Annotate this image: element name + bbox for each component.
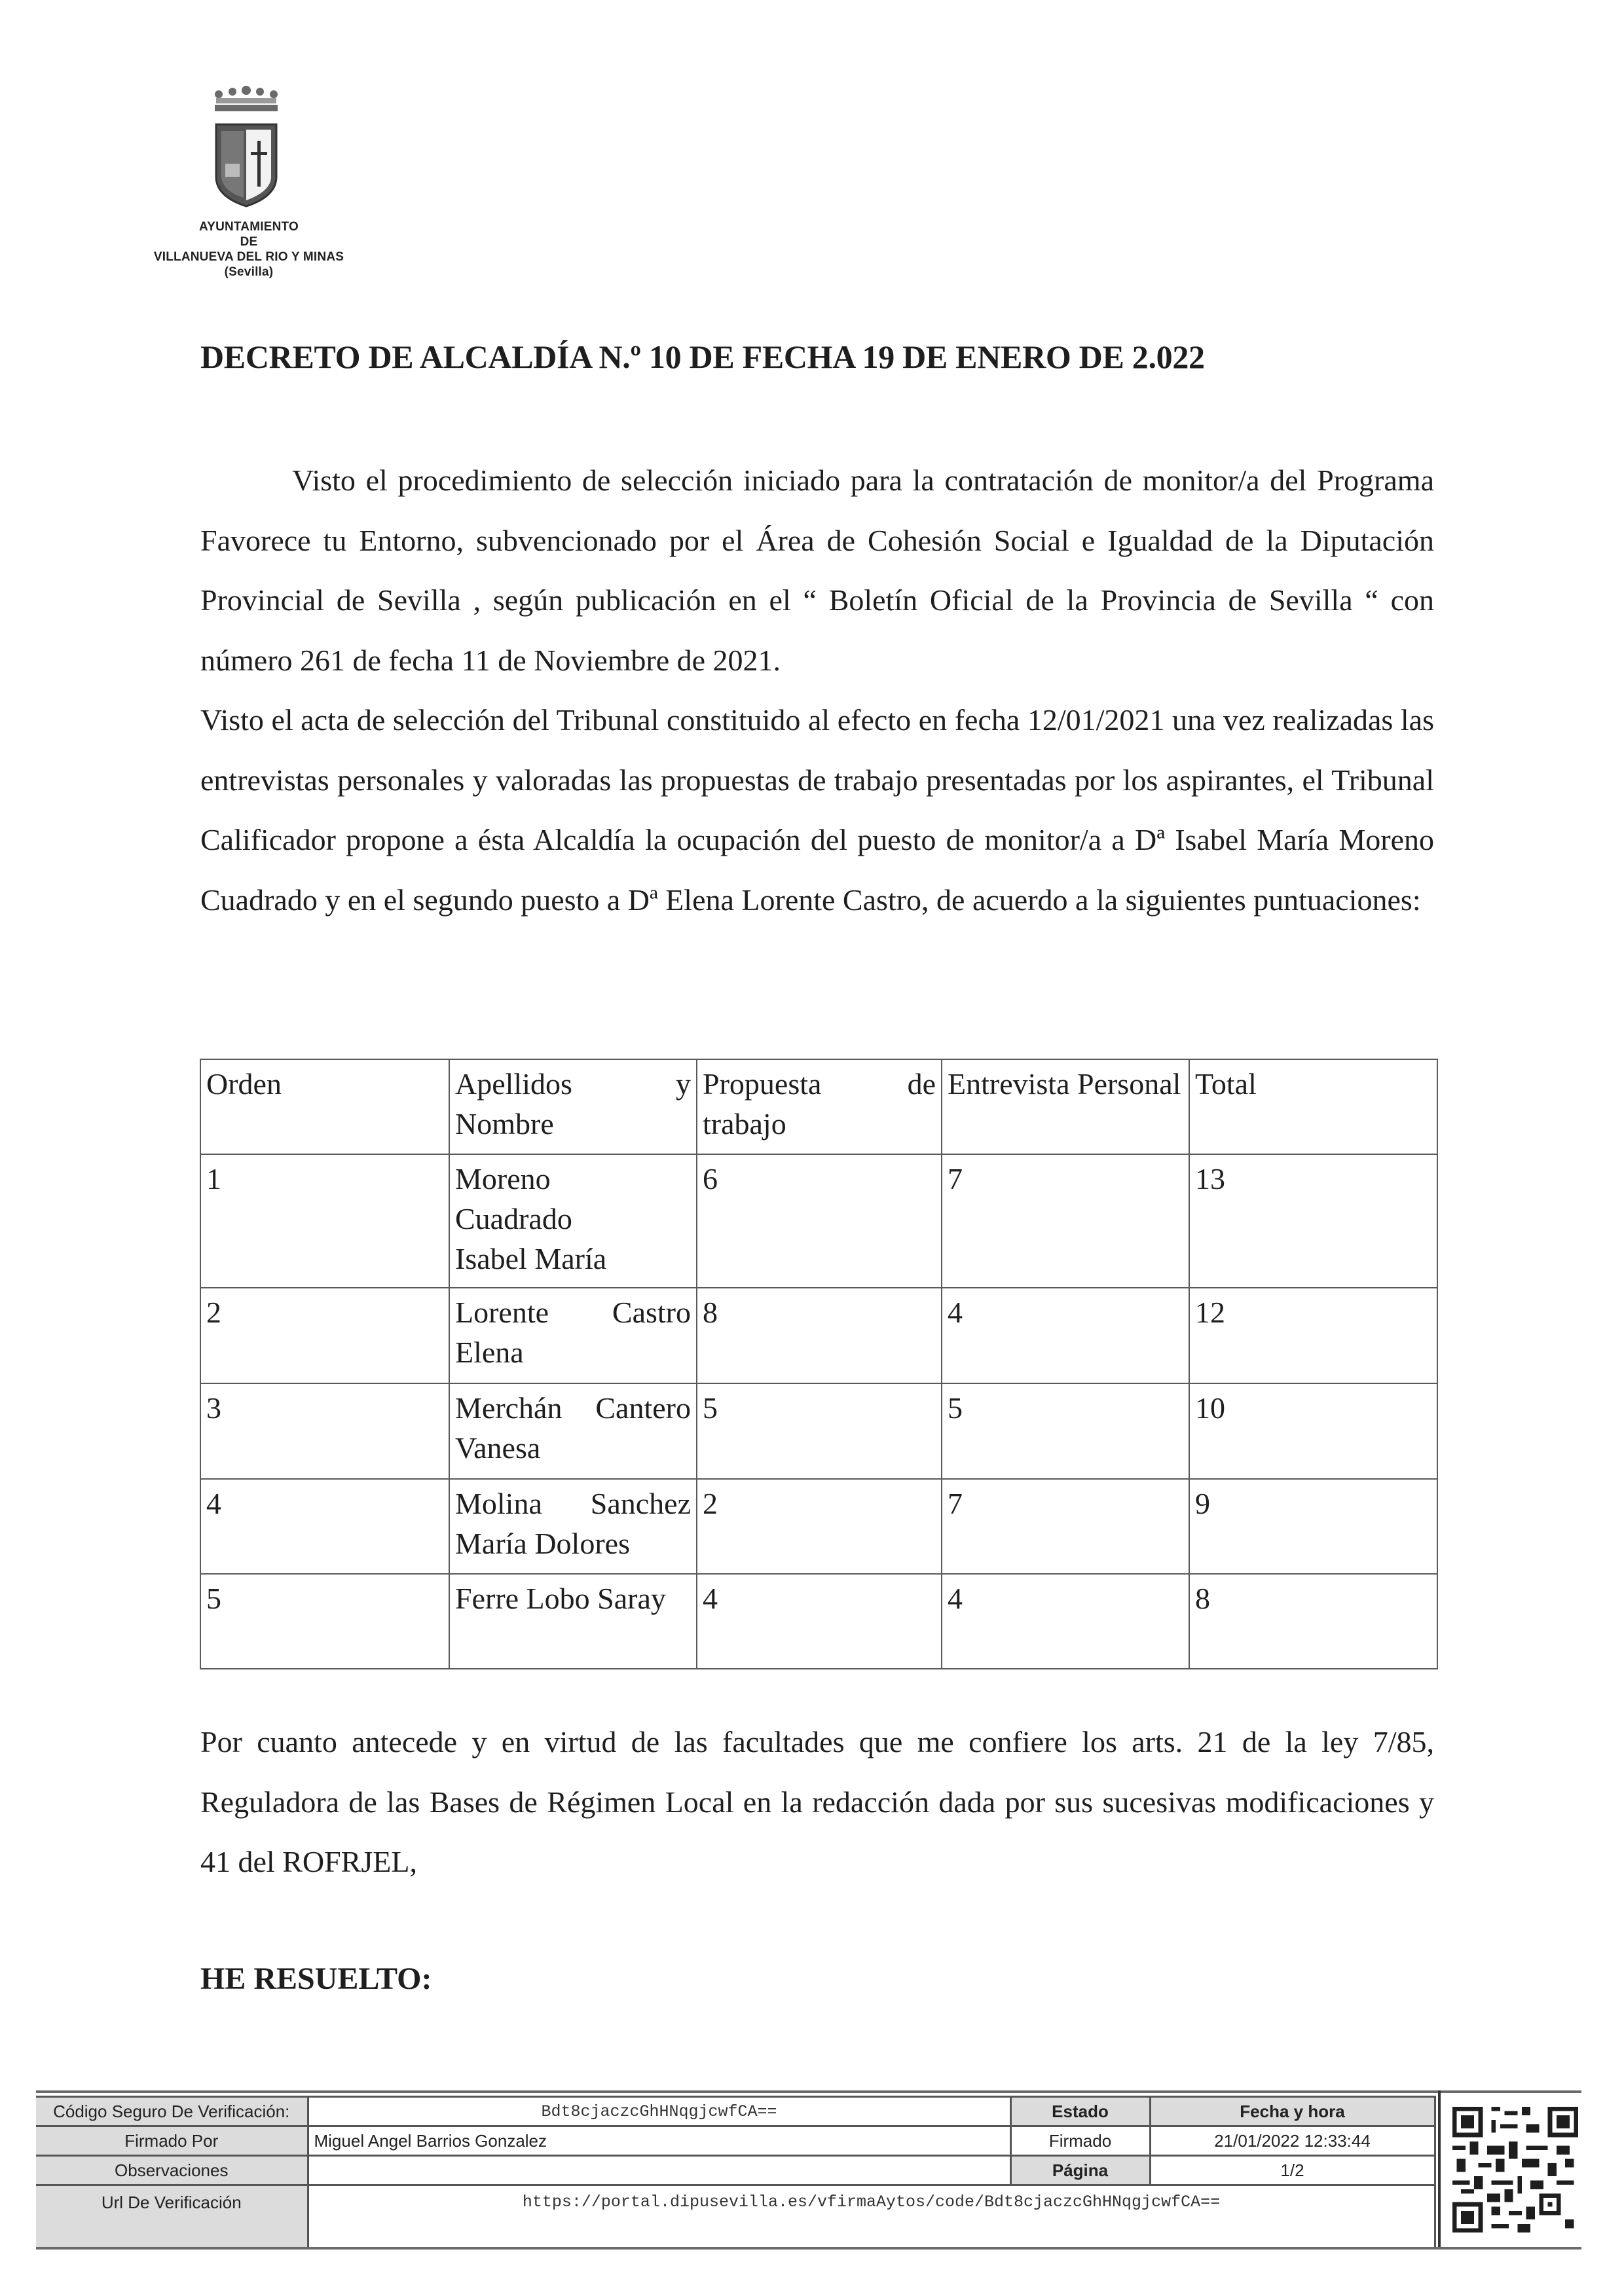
resolved-heading: HE RESUELTO: [200, 1961, 432, 1996]
header-entrevista: Entrevista Personal [942, 1059, 1189, 1154]
pagina-value: 1/2 [1150, 2156, 1435, 2185]
signature-row-signer [36, 2126, 1435, 2156]
org-line-2: DE [240, 235, 258, 249]
signature-top-rule [36, 2090, 1581, 2093]
decree-title: DECRETO DE ALCALDÍA N.º 10 DE FECHA 19 DE ENERO DE 2.022 [200, 338, 1205, 375]
paragraph-legal-basis: Por cuanto antecede y en virtud de las facultades que me confiere los arts. 21 de la ley 7/85, Reguladora de las Bases de Régimen Local en la redacción dada por sus sucesivas modificaciones y 41 del ROFRJEL, [200, 1725, 1434, 1878]
estado-value: Firmado [1010, 2126, 1150, 2156]
cell-entrevista: 4 [942, 1288, 1189, 1383]
firmado-por-label: Firmado Por [36, 2126, 308, 2156]
signature-row-observaciones [36, 2156, 1435, 2185]
table-row [200, 1154, 1437, 1288]
cell-entrevista: 7 [942, 1154, 1189, 1288]
table-row [200, 1383, 1437, 1479]
table-row [200, 1574, 1437, 1669]
header-total: Total [1189, 1059, 1437, 1154]
signature-row-url [36, 2185, 1435, 2249]
table-header-row [200, 1059, 1437, 1154]
cell-nombre: Lorente Castro Elena [449, 1288, 697, 1383]
cell-orden: 2 [200, 1288, 449, 1383]
observaciones-value [308, 2156, 1010, 2185]
org-line-4: (Sevilla) [224, 265, 274, 279]
cell-total: 9 [1189, 1479, 1437, 1574]
cell-propuesta: 4 [697, 1574, 942, 1669]
cell-total: 8 [1189, 1574, 1437, 1669]
cell-propuesta: 6 [697, 1154, 942, 1288]
paragraph-selection: Visto el acta de selección del Tribunal constituido al efecto en fecha 12/01/2021 una vez realizadas las entrevistas personales y valoradas las propuestas de trabajo presentadas por los aspirantes, el Tribunal Calificador propone a ésta Alcaldía la ocupación del puesto de monitor/a a Dª Isabel María Moreno Cuadrado y en el segundo puesto a Dª Elena Lorente Castro, de acuerdo a la siguientes puntuaciones: [200, 703, 1434, 917]
qr-divider [1438, 2090, 1441, 2250]
organization-name [118, 219, 380, 280]
csv-value: Bdt8cjaczcGhHNqgjcwfCA== [308, 2097, 1010, 2126]
table-row [200, 1288, 1437, 1383]
cell-orden: 1 [200, 1154, 449, 1288]
cell-nombre: Merchán Cantero Vanesa [449, 1383, 697, 1479]
cell-propuesta: 8 [697, 1288, 942, 1383]
observaciones-label: Observaciones [36, 2156, 308, 2185]
cell-propuesta: 5 [697, 1383, 942, 1479]
cell-nombre: Molina Sanchez María Dolores [449, 1479, 697, 1574]
paragraph-procedure: Visto el procedimiento de selección iniciado para la contratación de monitor/a del Programa Favorece tu Entorno, subvencionado por el Área de Cohesión Social e Igualdad de la Diputación Provincial de Sevilla , según publicación en el “ Boletín Oficial de la Provincia de Sevilla “ con número 261 de fecha 11 de Noviembre de 2021. [200, 464, 1434, 677]
cell-total: 13 [1189, 1154, 1437, 1288]
cell-entrevista: 7 [942, 1479, 1189, 1574]
cell-entrevista: 4 [942, 1574, 1189, 1669]
cell-total: 10 [1189, 1383, 1437, 1479]
verification-qr-code-icon[interactable] [1452, 2107, 1578, 2232]
url-label: Url De Verificación [36, 2185, 308, 2249]
cell-orden: 5 [200, 1574, 449, 1669]
org-line-3: VILLANUEVA DEL RIO Y MINAS [153, 250, 344, 264]
csv-label: Código Seguro De Verificación: [36, 2097, 308, 2126]
cell-entrevista: 5 [942, 1383, 1189, 1479]
pagina-label: Página [1010, 2156, 1150, 2185]
signature-table [36, 2096, 1436, 2250]
firmado-por-value: Miguel Angel Barrios Gonzalez [308, 2126, 1010, 2156]
signature-row-csv [36, 2097, 1435, 2126]
fecha-value: 21/01/2022 12:33:44 [1150, 2126, 1435, 2156]
scores-table [200, 1059, 1438, 1669]
signature-bottom-rule [36, 2247, 1581, 2250]
cell-propuesta: 2 [697, 1479, 942, 1574]
cell-orden: 3 [200, 1383, 449, 1479]
header-apellidos-nombre: Apellidos y Nombre [449, 1059, 697, 1154]
fecha-label: Fecha y hora [1150, 2097, 1435, 2126]
org-line-1: AYUNTAMIENTO [199, 220, 299, 234]
cell-total: 12 [1189, 1288, 1437, 1383]
municipal-coat-of-arms-icon [203, 79, 288, 210]
cell-orden: 4 [200, 1479, 449, 1574]
table-row [200, 1479, 1437, 1574]
cell-nombre: Moreno Cuadrado Isabel María [449, 1154, 697, 1288]
verification-url-link[interactable]: https://portal.dipusevilla.es/vfirmaAytos/code/Bdt8cjaczcGhHNqgjcwfCA== [308, 2185, 1435, 2249]
header-propuesta: Propuesta de trabajo [697, 1059, 942, 1154]
header-orden: Orden [200, 1059, 449, 1154]
cell-nombre: Ferre Lobo Saray [449, 1574, 697, 1669]
estado-label: Estado [1010, 2097, 1150, 2126]
